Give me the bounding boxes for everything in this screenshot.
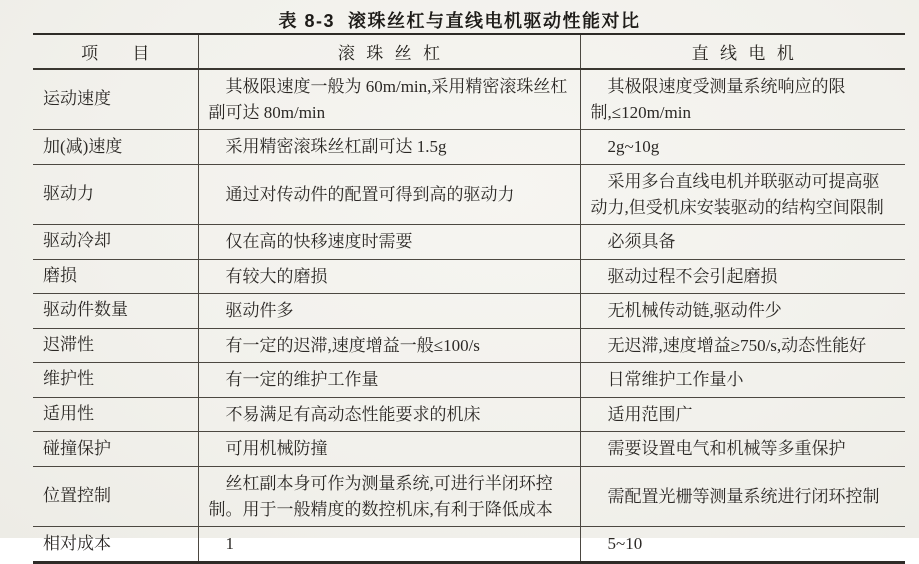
row-item-label: 相对成本: [33, 527, 198, 563]
table-row-wear: [33, 259, 905, 294]
linear-motor-cell: 需配置光栅等测量系统进行闭环控制: [580, 467, 905, 527]
row-item-label: 驱动冷却: [33, 225, 198, 260]
row-item-label: 驱动件数量: [33, 294, 198, 329]
linear-motor-cell: 需要设置电气和机械等多重保护: [580, 432, 905, 467]
table-row-collision-protection: [33, 432, 905, 467]
table-body: [33, 69, 905, 563]
row-item-label: 碰撞保护: [33, 432, 198, 467]
row-item-label: 迟滞性: [33, 328, 198, 363]
table-row-maintainability: [33, 363, 905, 398]
row-item-label: 驱动力: [33, 165, 198, 225]
ball-screw-cell: 可用机械防撞: [198, 432, 580, 467]
linear-motor-cell: 无迟滞,速度增益≥750/s,动态性能好: [580, 328, 905, 363]
table-row-driving-force: [33, 165, 905, 225]
table-title: 表 8-3 滚珠丝杠与直线电机驱动性能对比: [278, 11, 641, 31]
table-row-hysteresis: [33, 328, 905, 363]
row-item-label: 运动速度: [33, 69, 198, 130]
linear-motor-cell: 2g~10g: [580, 130, 905, 165]
ball-screw-cell: 驱动件多: [198, 294, 580, 329]
row-item-label: 磨损: [33, 259, 198, 294]
table-row-acceleration: [33, 130, 905, 165]
linear-motor-cell: 5~10: [580, 527, 905, 563]
row-item-label: 适用性: [33, 397, 198, 432]
ball-screw-cell: 丝杠副本身可作为测量系统,可进行半闭环控制。用于一般精度的数控机床,有利于降低成本: [198, 467, 580, 527]
header-ball-screw-column: 滚 珠 丝 杠: [198, 34, 580, 69]
linear-motor-cell: 其极限速度受测量系统响应的限制,≤120m/min: [580, 69, 905, 130]
linear-motor-cell: 驱动过程不会引起磨损: [580, 259, 905, 294]
ball-screw-cell: 其极限速度一般为 60m/min,采用精密滚珠丝杠副可达 80m/min: [198, 69, 580, 130]
row-item-label: 加(减)速度: [33, 130, 198, 165]
table-row-motion-speed: [33, 69, 905, 130]
linear-motor-cell: 日常维护工作量小: [580, 363, 905, 398]
linear-motor-cell: 必须具备: [580, 225, 905, 260]
ball-screw-cell: 有一定的维护工作量: [198, 363, 580, 398]
row-item-label: 维护性: [33, 363, 198, 398]
table-row-drive-cooling: [33, 225, 905, 260]
ball-screw-cell: 有较大的磨损: [198, 259, 580, 294]
table-row-applicability: [33, 397, 905, 432]
ball-screw-cell: 通过对传动件的配置可得到高的驱动力: [198, 165, 580, 225]
header-item-column: 项 目: [33, 34, 198, 69]
ball-screw-cell: 采用精密滚珠丝杠副可达 1.5g: [198, 130, 580, 165]
ball-screw-cell: 1: [198, 527, 580, 563]
header-row: [33, 34, 905, 69]
table-row-position-control: [33, 467, 905, 527]
header-linear-motor-column: 直 线 电 机: [580, 34, 905, 69]
comparison-table: [33, 33, 905, 564]
linear-motor-cell: 适用范围广: [580, 397, 905, 432]
ball-screw-cell: 不易满足有高动态性能要求的机床: [198, 397, 580, 432]
linear-motor-cell: 采用多台直线电机并联驱动可提高驱动力,但受机床安装驱动的结构空间限制: [580, 165, 905, 225]
ball-screw-cell: 有一定的迟滞,速度增益一般≤100/s: [198, 328, 580, 363]
linear-motor-cell: 无机械传动链,驱动件少: [580, 294, 905, 329]
row-item-label: 位置控制: [33, 467, 198, 527]
ball-screw-cell: 仅在高的快移速度时需要: [198, 225, 580, 260]
table-row-drive-component-count: [33, 294, 905, 329]
table-row-relative-cost: [33, 527, 905, 563]
